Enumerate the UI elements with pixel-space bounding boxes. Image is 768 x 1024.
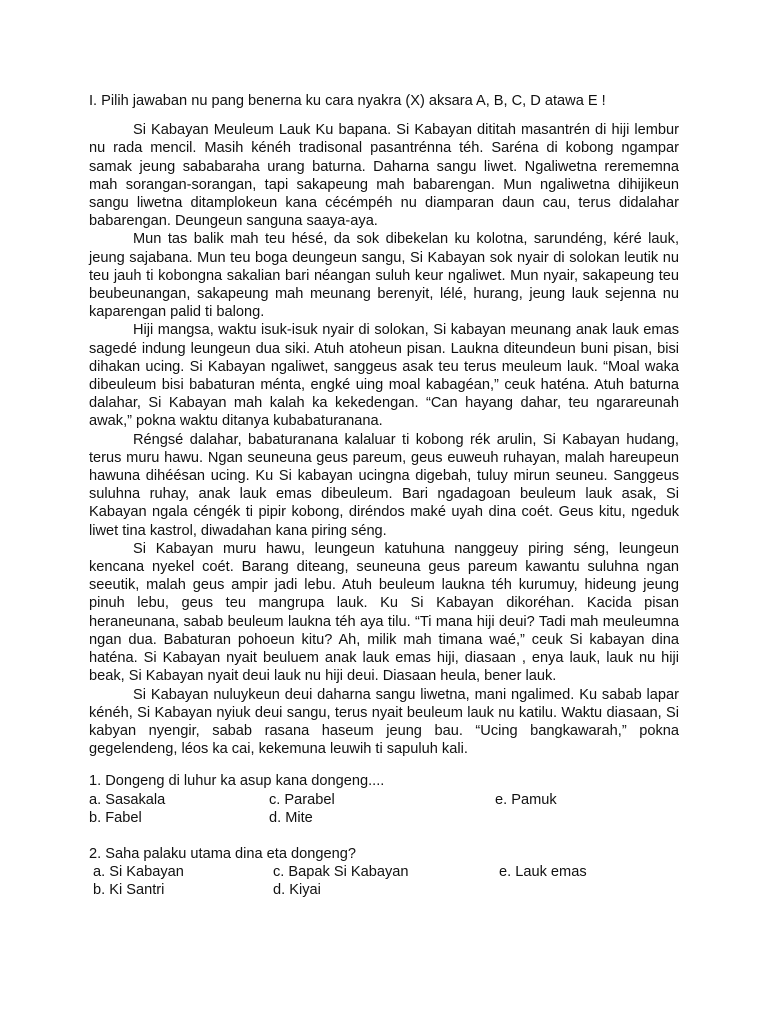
question-text: 2. Saha palaku utama dina eta dongeng?	[89, 845, 356, 862]
question-1	[89, 772, 679, 827]
option-a: a. Sasakala	[89, 791, 166, 808]
story-paragraph: Réngsé dalahar, babaturanana kalaluar ti kobong rék arulin, Si Kabayan hudang, terus muru hawu. Ngan seuneuna geus pareum, geus euweuh ruhayan, malah hareupeun hawuna dihéésan ucing. Ku Si kabayan ucingna digebah, tuluy mirun seuneu. Sanggeus suluhna ruhay, anak lauk emas dibeuleum. Bari ngadagoan beuleum lauk asak, Si Kabayan ngala céngék ti pipir kobong, diréndos maké uyah dina coét. Geus kitu, ngeduk liwet tina kastrol, diwadahan kana piring séng.	[89, 431, 679, 539]
option-d: d. Mite	[269, 809, 313, 826]
story-paragraph: Si Kabayan nuluykeun deui daharna sangu liwetna, mani ngalimed. Ku sabab lapar kénéh, Si Kabayan nyiuk deui sangu, terus nyait beuleum lauk nu katilu. Waktu diasaan, Si kabyan nyengir, sabab rasana haseum jeung bau. “Ucing bangkawarah,” pokna gegelendeng, léos ka cai, kekemuna leuwih ti sapuluh kali.	[89, 686, 679, 758]
option-d: d. Kiyai	[273, 882, 321, 899]
document-page	[89, 92, 679, 900]
option-b: b. Fabel	[89, 809, 142, 826]
answer-options	[89, 863, 679, 899]
option-e: e. Pamuk	[495, 791, 557, 808]
option-c: c. Parabel	[269, 791, 335, 808]
story-paragraph: Mun tas balik mah teu hésé, da sok dibekelan ku kolotna, sarundéng, kéré lauk, jeung sajabana. Mun teu boga deungeun sangu, Si Kabayan sok nyair di solokan leutik nu teu jauh ti kobongna sakalian bari néangan suluh keur ngaliwet. Mun nyair, sakapeung teu beubeunangan, sakapeung mah meunang berenyit, lélé, hurang, jeung lauk sejenna nu kaparengan palid ti balong.	[89, 231, 679, 321]
option-b: b. Ki Santri	[93, 882, 165, 899]
question-2	[89, 845, 679, 900]
option-c: c. Bapak Si Kabayan	[273, 864, 409, 881]
story-text	[89, 121, 679, 758]
story-paragraph: Si Kabayan muru hawu, leungeun katuhuna nanggeuy piring séng, leungeun kencana nyekel coét. Barang diteang, seuneuna geus pareum kawantu suluhna ngan seeutik, malah geus ampir jadi lebu. Atuh beuleum laukna téh kurumuy, hideung jeung pinuh lebu, geus teu mangrupa lauk. Ku Si Kabayan dikoréhan. Kacida pisan heraneunana, sabab beuleum laukna téh aya tilu. “Ti mana hiji deui? Tadi mah meuleumna ngan dua. Babaturan pohoeun kitu? Ah, milik mah timana waé,” ceuk Si kabayan dina haténa. Si Kabayan nyait beuluem anak lauk emas hiji, diasaan , enya lauk, lauk nu hiji beak, Si Kabayan nyait deui lauk nu hiji deui. Diasaan heula, bener lauk.	[89, 540, 679, 685]
story-paragraph: Hiji mangsa, waktu isuk-isuk nyair di solokan, Si kabayan meunang anak lauk emas sagedé indung leungeun dua siki. Atuh atoheun pisan. Laukna diteundeun buni pisan, bisi dihakan ucing. Si Kabayan ngaliwet, sanggeus asak teu terus meuleum lauk. “Moal waka dibeuleum bisi babaturan ménta, engké uing moal kabagéan,” ceuk haténa. Atuh baturna dalahar, Si Kabayan mah kalah ka kekedengan. “Can hayang dahar, teu ngarareunah awak,” pokna waktu ditanya kubabaturanana.	[89, 322, 679, 430]
option-e: e. Lauk emas	[499, 864, 587, 881]
question-text: 1. Dongeng di luhur ka asup kana dongeng....	[89, 773, 385, 790]
answer-options	[89, 791, 679, 827]
story-paragraph: Si Kabayan Meuleum Lauk Ku bapana. Si Kabayan dititah masantrén di hiji lembur nu rada mencil. Masih kénéh tradisonal pasantrénna téh. Saréna di kobong ngampar samak jeung sababaraha urang baturna. Daharna sangu liwet. Ngaliwetna rerememna mah sorangan-sorangan, tapi sakapeung mah babarengan. Mun ngaliwetna dihijikeun sangu liwetna ditamplokeun kana cécémpéh nu diamparan daun cau, terus didalahar babarengan. Deungeun sanguna saaya-aya.	[89, 122, 679, 230]
instruction-text: I. Pilih jawaban nu pang benerna ku cara nyakra (X) aksara A, B, C, D atawa E !	[89, 93, 606, 109]
option-a: a. Si Kabayan	[93, 864, 184, 881]
